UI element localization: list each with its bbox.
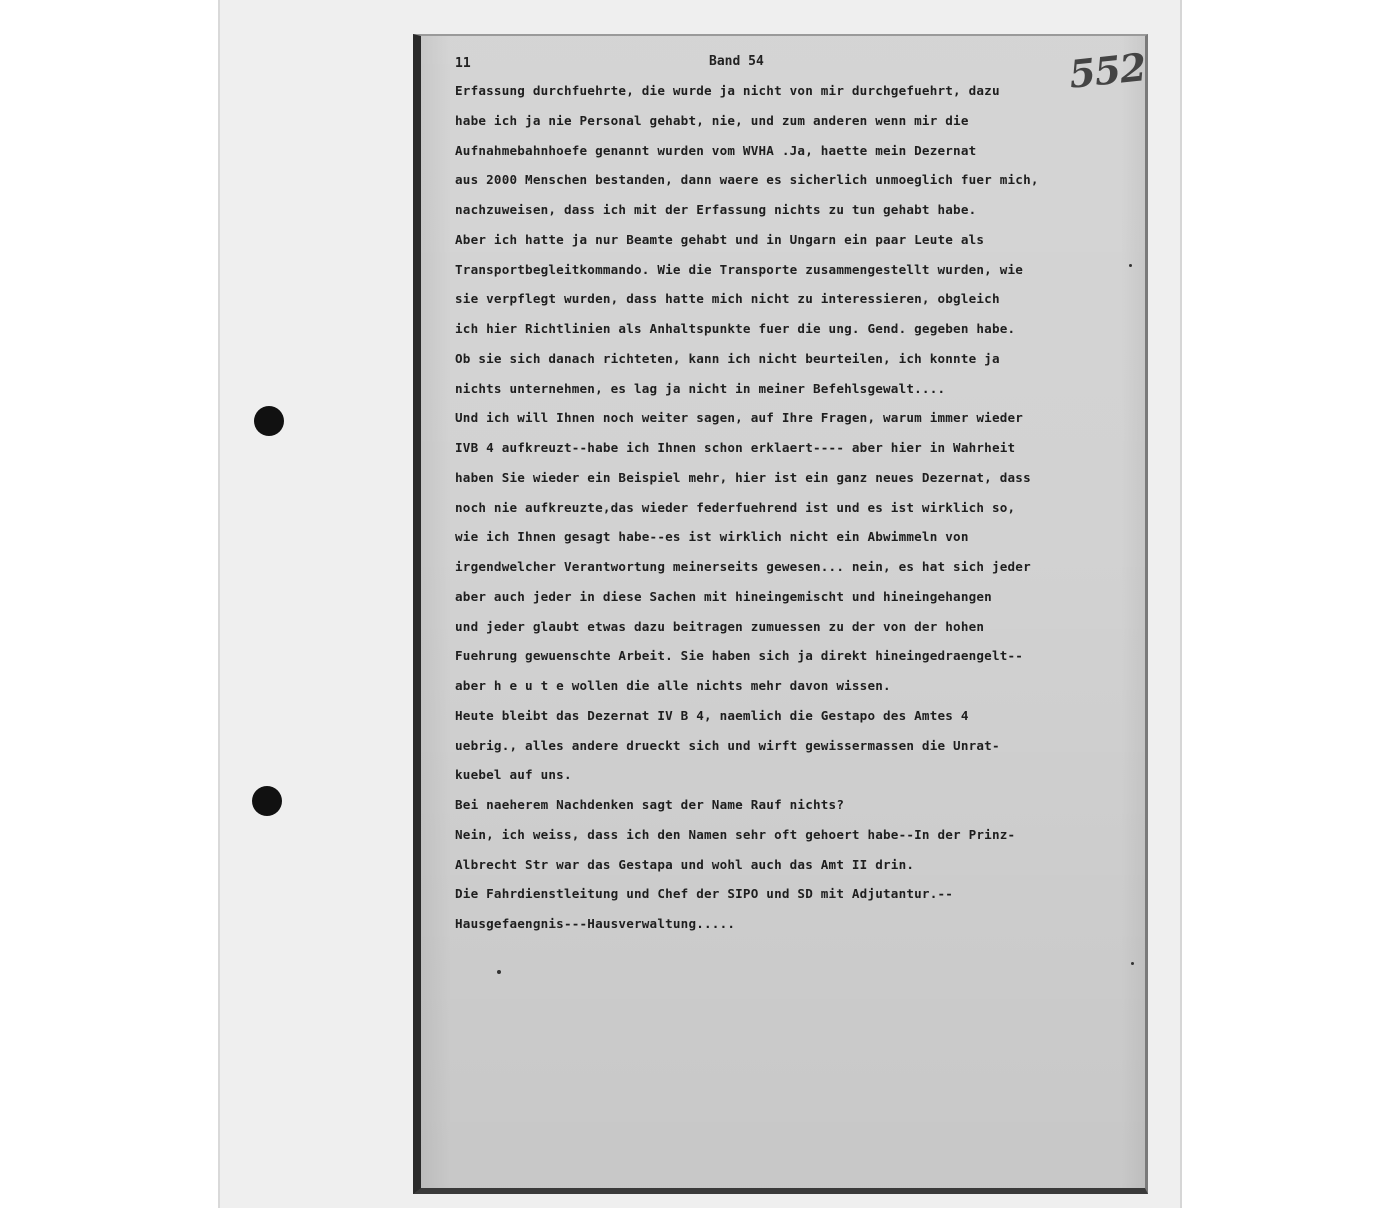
ink-speck xyxy=(497,970,501,974)
text-line: Aber ich hatte ja nur Beamte gehabt und in Ungarn ein paar Leute als xyxy=(455,231,985,247)
text-line: Aufnahmebahnhoefe genannt wurden vom WVHA .Ja, haette mein Dezernat xyxy=(455,142,977,158)
typed-document-page xyxy=(413,34,1148,1194)
text-line: irgendwelcher Verantwortung meinerseits gewesen... nein, es hat sich jeder xyxy=(455,559,1031,574)
text-line: Erfassung durchfuehrte, die wurde ja nicht von mir durchgefuehrt, dazu xyxy=(455,83,1000,98)
handwritten-archive-number: 552 xyxy=(1066,44,1148,97)
text-line: noch nie aufkreuzte,das wieder federfuehrend ist und es ist wirklich so, xyxy=(455,499,1016,515)
typed-text-body xyxy=(455,76,1145,939)
text-line: Bei naeherem Nachdenken sagt der Name Rauf nichts? xyxy=(455,797,845,812)
text-line: Ob sie sich danach richteten, kann ich nicht beurteilen, ich konnte ja xyxy=(455,350,1000,366)
text-line: nichts unternehmen, es lag ja nicht in meiner Befehlsgewalt.... xyxy=(455,380,946,396)
ink-speck xyxy=(1129,264,1132,267)
punch-hole xyxy=(254,406,284,436)
page-number: 11 xyxy=(455,56,471,71)
text-line: aber auch jeder in diese Sachen mit hineingemischt und hineingehangen xyxy=(455,588,992,604)
text-line: Nein, ich weiss, dass ich den Namen sehr oft gehoert habe--In der Prinz- xyxy=(455,826,1016,842)
text-line: nachzuweisen, dass ich mit der Erfassung nichts zu tun gehabt habe. xyxy=(455,202,977,217)
text-line: wie ich Ihnen gesagt habe--es ist wirklich nicht ein Abwimmeln von xyxy=(455,529,969,545)
text-line: Und ich will Ihnen noch weiter sagen, auf Ihre Fragen, warum immer wieder xyxy=(455,410,1024,426)
text-line: IVB 4 aufkreuzt--habe ich Ihnen schon erklaert---- aber hier in Wahrheit xyxy=(455,440,1016,455)
text-line: haben Sie wieder ein Beispiel mehr, hier ist ein ganz neues Dezernat, dass xyxy=(455,469,1031,485)
ink-speck xyxy=(1131,962,1134,965)
text-line: aber h e u t e wollen die alle nichts mehr davon wissen. xyxy=(455,678,891,693)
volume-label: Band 54 xyxy=(709,54,764,69)
text-line: Die Fahrdienstleitung und Chef der SIPO und SD mit Adjutantur.-- xyxy=(455,886,954,902)
text-line: Heute bleibt das Dezernat IV B 4, naemlich die Gestapo des Amtes 4 xyxy=(455,707,969,723)
text-line: Albrecht Str war das Gestapa und wohl auch das Amt II drin. xyxy=(455,856,915,872)
text-line: Fuehrung gewuenschte Arbeit. Sie haben sich ja direkt hineingedraengelt-- xyxy=(455,648,1024,664)
text-line: Transportbegleitkommando. Wie die Transporte zusammengestellt wurden, wie xyxy=(455,261,1024,277)
text-line: kuebel auf uns. xyxy=(455,767,572,783)
text-line: habe ich ja nie Personal gehabt, nie, und zum anderen wenn mir die xyxy=(455,112,969,128)
text-line: und jeder glaubt etwas dazu beitragen zumuessen zu der von der hohen xyxy=(455,618,985,634)
text-line: Hausgefaengnis---Hausverwaltung..... xyxy=(455,916,736,931)
punch-hole xyxy=(252,786,282,816)
text-line: ich hier Richtlinien als Anhaltspunkte fuer die ung. Gend. gegeben habe. xyxy=(455,321,1016,336)
text-line: uebrig., alles andere drueckt sich und wirft gewissermassen die Unrat- xyxy=(455,737,1000,753)
text-line: sie verpflegt wurden, dass hatte mich nicht zu interessieren, obgleich xyxy=(455,291,1000,307)
text-line: aus 2000 Menschen bestanden, dann waere es sicherlich unmoeglich fuer mich, xyxy=(455,172,1039,188)
